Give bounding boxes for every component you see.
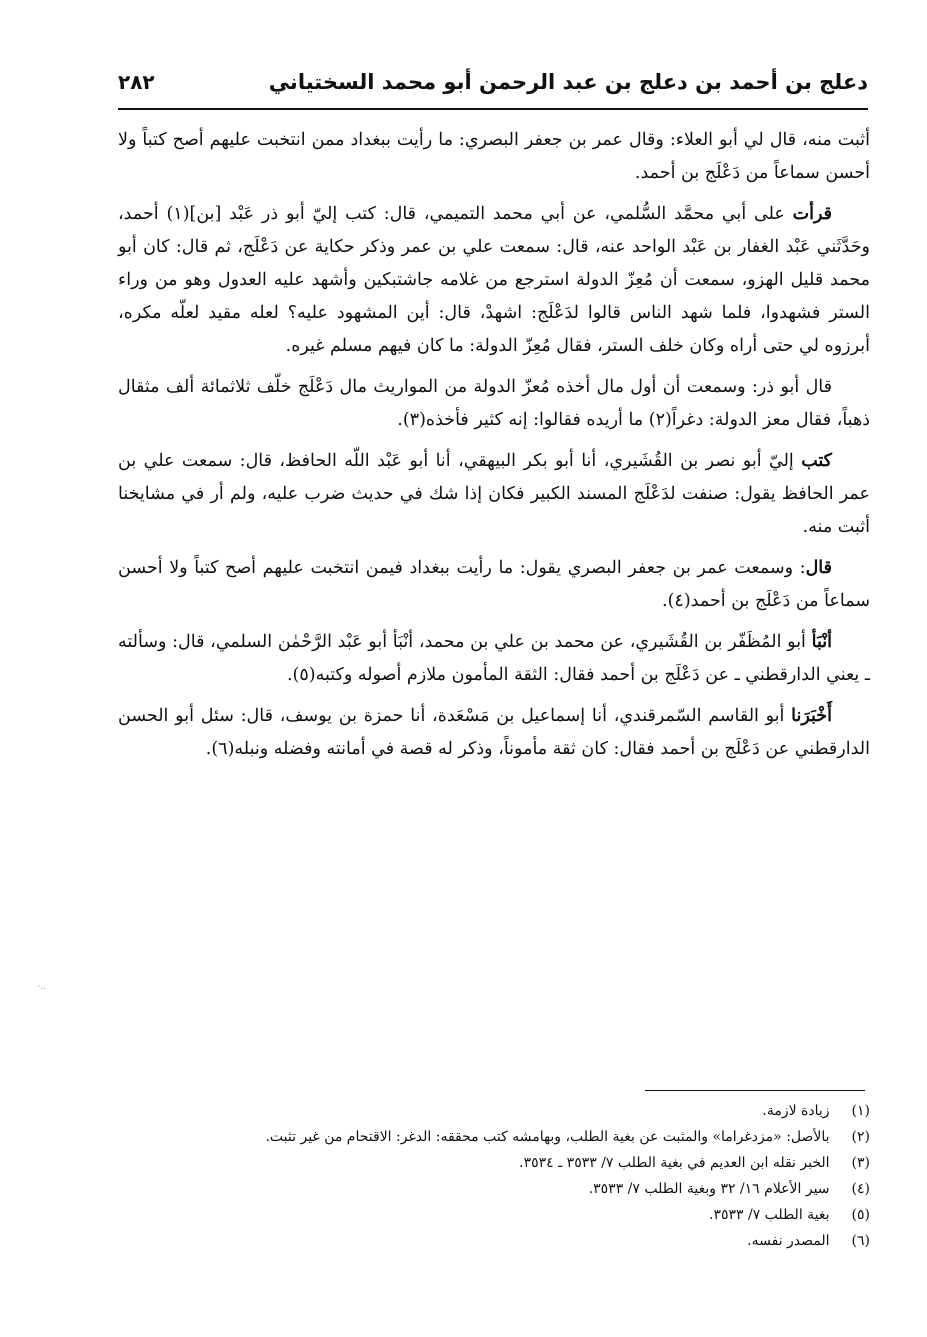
main-text	[118, 124, 870, 1082]
paragraph-lead: قال	[805, 558, 832, 578]
paragraph-text: أبو المُظَفّر بن القُشَيري، عن محمد بن علي بن محمد، أنْبَأ أبو عَبْد الرَّحْمٰن السلمي، قال: وسألته ـ يعني الدارقطني ـ عن دَعْلَج بن أحمد فقال: الثقة المأمون ملازم أصوله وكتبه(٥).	[118, 632, 870, 685]
paragraph	[118, 700, 870, 766]
page-number: ٢٨٢	[118, 70, 155, 94]
footnote	[118, 1124, 870, 1150]
paragraph	[118, 445, 870, 544]
footnote-text: الخبر نقله ابن العديم في بغية الطلب ٧/ ٣٥٣٣ ـ ٣٥٣٤.	[519, 1155, 830, 1171]
footnote-text: زيادة لازمة.	[762, 1103, 830, 1119]
footnote-text: المصدر نفسه.	[747, 1233, 830, 1249]
footnote-text: سير الأعلام ١٦/ ٣٢ وبغية الطلب ٧/ ٣٥٣٣.	[588, 1181, 830, 1197]
paragraph-lead: أنْبَأ	[811, 632, 832, 652]
footnote-separator	[645, 1090, 865, 1091]
footnote-number: (٢)	[851, 1129, 870, 1145]
paragraph-text: على أبي محمَّد السُّلمي، عن أبي محمد التميمي، قال: كتب إليّ أبو ذر عَبْد [بن](١) أحمد، وحَدَّثَني عَبْد الغفار بن عَبْد الواحد عنه، قال: سمعت علي بن عمر وذكر حكاية عن دَعْلَج، ثم قال: كان أبو محمد قليل الهزو، سمعت أن مُعِزّ الدولة استرجع من غلامه جاشتبكين وأشهد عليه العدول وهو من وراء الستر فشهدوا، فلما شهد الناس قالوا لدَعْلَج: اشهدْ، قال: أين المشهود عليه؟ لعله مقيد لعلّه مكره، أبرزوه لي حتى أراه وكان خلف الستر، فقال مُعِزّ الدولة: ما كان فيهم مسلم غيره.	[118, 204, 870, 356]
running-header	[118, 64, 868, 110]
footnote	[118, 1202, 870, 1228]
paragraph	[118, 124, 870, 190]
paragraph-text: قال أبو ذر: وسمعت أن أول مال أخذه مُعزّ الدولة من المواريث مال دَعْلَج خلّف ثلاثمائة ألف مثقال ذهباً، فقال معز الدولة: دغراً(٢) ما أريده فقالوا: إنه كثير فأخذه(٣).	[118, 377, 870, 430]
footnote-number: (٣)	[851, 1155, 870, 1171]
footnotes	[118, 1098, 870, 1254]
footnote	[118, 1098, 870, 1124]
header-title: دعلج بن أحمد بن دعلج بن عبد الرحمن أبو محمد السختياني	[268, 70, 868, 94]
paragraph-text: إليّ أبو نصر بن القُشَيري، أنا أبو بكر البيهقي، أنا أبو عَبْد اللّه الحافظ، قال: سمعت علي بن عمر الحافظ يقول: صنفت لدَعْلَج المسند الكبير فكان إذا شك في حديث ضرب عليه، ولم أر في مشايخنا أثبت منه.	[118, 451, 870, 537]
footnote-number: (٦)	[851, 1233, 870, 1249]
footnote-text: بالأصل: «مزدغراما» والمثبت عن بغية الطلب، وبهامشه كتب محققه: الدغر: الاقتحام من غير تثبت.	[265, 1129, 830, 1145]
footnote	[118, 1150, 870, 1176]
paragraph-lead: كتب	[801, 451, 832, 471]
paragraph-text: : وسمعت عمر بن جعفر البصري يقول: ما رأيت ببغداد فيمن انتخبت عليهم أصح كتباً ولا أحسن سماعاً من دَعْلَج بن أحمد(٤).	[118, 558, 870, 611]
paragraph	[118, 371, 870, 437]
paragraph	[118, 552, 870, 618]
footnote	[118, 1228, 870, 1254]
paragraph-text: أثبت منه، قال لي أبو العلاء: وقال عمر بن جعفر البصري: ما رأيت ببغداد ممن انتخبت عليهم أصح كتباً ولا أحسن سماعاً من دَعْلَج بن أحمد.	[118, 130, 870, 183]
paragraph-lead: أَخْبَرَنا	[791, 706, 832, 726]
paragraph-text: أبو القاسم السّمرقندي، أنا إسماعيل بن مَسْعَدة، أنا حمزة بن يوسف، قال: سئل أبو الحسن الدارقطني عن دَعْلَج بن أحمد فقال: كان ثقة مأموناً، وذكر له قصة في أمانته وفضله ونبله(٦).	[118, 706, 870, 759]
footnote-number: (٥)	[851, 1207, 870, 1223]
paragraph	[118, 626, 870, 692]
footnote	[118, 1176, 870, 1202]
footnote-number: (١)	[851, 1103, 870, 1119]
footnote-text: بغية الطلب ٧/ ٣٥٣٣.	[709, 1207, 830, 1223]
paragraph	[118, 198, 870, 363]
scan-speck: ·..	[38, 982, 46, 991]
paragraph-lead: قرأت	[792, 204, 832, 224]
footnote-number: (٤)	[851, 1181, 870, 1197]
